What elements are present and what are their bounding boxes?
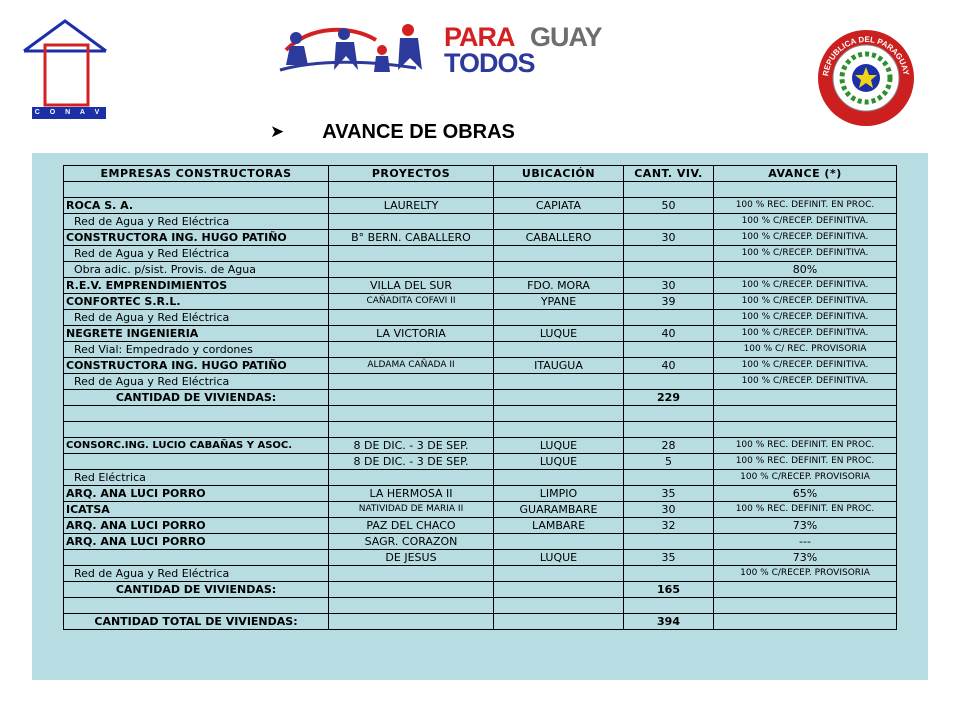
- cant-viv-cell: [624, 310, 714, 326]
- ubicacion-cell: LIMPIO: [494, 486, 624, 502]
- proyecto-cell: [329, 470, 494, 486]
- avance-cell: 100 % REC. DEFINIT. EN PROC.: [714, 454, 897, 470]
- ubicacion-cell: LAMBARE: [494, 518, 624, 534]
- ubicacion-cell: CABALLERO: [494, 230, 624, 246]
- table-row: [64, 486, 897, 502]
- cell: [494, 406, 624, 422]
- paraguay-todos-logo: [276, 20, 636, 84]
- cant-viv-cell: [624, 534, 714, 550]
- avance-cell: 100 % C/RECEP. DEFINITIVA.: [714, 278, 897, 294]
- cell: [64, 422, 329, 438]
- ubicacion-cell: [494, 534, 624, 550]
- empresa-cell: Red de Agua y Red Eléctrica: [64, 214, 329, 230]
- cell: [494, 182, 624, 198]
- cell: [64, 598, 329, 614]
- proyecto-cell: LAURELTY: [329, 198, 494, 214]
- cant-viv-cell: 28: [624, 438, 714, 454]
- avance-cell: 73%: [714, 550, 897, 566]
- avance-cell: 100 % C/RECEP. DEFINITIVA.: [714, 374, 897, 390]
- obras-table: [63, 165, 897, 630]
- ubicacion-cell: CAPIATA: [494, 198, 624, 214]
- cell: [714, 614, 897, 630]
- cant-viv-cell: [624, 262, 714, 278]
- cell: [329, 582, 494, 598]
- section-heading: [270, 118, 515, 146]
- cant-viv-cell: 32: [624, 518, 714, 534]
- national-seal: [816, 28, 916, 128]
- total-value: 394: [624, 614, 714, 630]
- proyecto-cell: [329, 262, 494, 278]
- total-label: CANTIDAD TOTAL DE VIVIENDAS:: [64, 614, 329, 630]
- empresa-cell: [64, 550, 329, 566]
- header-row: [64, 166, 897, 182]
- avance-cell: 100 % REC. DEFINIT. EN PROC.: [714, 438, 897, 454]
- empresa-cell: ARQ. ANA LUCI PORRO: [64, 534, 329, 550]
- cell: [329, 182, 494, 198]
- conavi-label: C O N A V I: [32, 107, 106, 119]
- cell: [714, 582, 897, 598]
- cell: [494, 582, 624, 598]
- cell: [714, 598, 897, 614]
- proyecto-cell: 8 DE DIC. - 3 DE SEP.: [329, 454, 494, 470]
- empresa-cell: ROCA S. A.: [64, 198, 329, 214]
- table-row: [64, 598, 897, 614]
- ubicacion-cell: GUARAMBARE: [494, 502, 624, 518]
- empresa-cell: Red Vial: Empedrado y cordones: [64, 342, 329, 358]
- cell: [714, 422, 897, 438]
- table-row: [64, 566, 897, 582]
- arrow-bullet-icon: ➤: [270, 122, 285, 141]
- proyecto-cell: [329, 566, 494, 582]
- empresa-cell: Red de Agua y Red Eléctrica: [64, 246, 329, 262]
- ubicacion-cell: [494, 470, 624, 486]
- cell: [329, 422, 494, 438]
- ubicacion-cell: [494, 342, 624, 358]
- ubicacion-cell: LUQUE: [494, 550, 624, 566]
- empresa-cell: Red Eléctrica: [64, 470, 329, 486]
- header-cant-viv: CANT. VIV.: [624, 166, 714, 182]
- table-row: [64, 214, 897, 230]
- table-row: [64, 550, 897, 566]
- subtotal-value: 229: [624, 390, 714, 406]
- cell: [494, 422, 624, 438]
- empresa-cell: R.E.V. EMPRENDIMIENTOS: [64, 278, 329, 294]
- empresa-cell: CONSTRUCTORA ING. HUGO PATIÑO: [64, 358, 329, 374]
- table-row: [64, 182, 897, 198]
- avance-cell: 100 % C/RECEP. PROVISORIA: [714, 566, 897, 582]
- proyecto-cell: VILLA DEL SUR: [329, 278, 494, 294]
- table-row: [64, 198, 897, 214]
- avance-cell: 100 % C/RECEP. DEFINITIVA.: [714, 310, 897, 326]
- empresa-cell: Obra adic. p/sist. Provis. de Agua: [64, 262, 329, 278]
- seal-star-icon: [816, 28, 916, 128]
- ubicacion-cell: LUQUE: [494, 326, 624, 342]
- empresa-cell: [64, 454, 329, 470]
- cant-viv-cell: [624, 470, 714, 486]
- cell: [624, 182, 714, 198]
- cell: [494, 598, 624, 614]
- cant-viv-cell: [624, 214, 714, 230]
- proyecto-cell: 8 DE DIC. - 3 DE SEP.: [329, 438, 494, 454]
- cell: [624, 598, 714, 614]
- proyecto-cell: DE JESUS: [329, 550, 494, 566]
- cant-viv-cell: 30: [624, 230, 714, 246]
- cell: [329, 390, 494, 406]
- avance-cell: 100 % REC. DEFINIT. EN PROC.: [714, 502, 897, 518]
- proyecto-cell: LA HERMOSA II: [329, 486, 494, 502]
- cant-viv-cell: 30: [624, 278, 714, 294]
- seal-text: REPUBLICA DEL PARAGUAY: [821, 34, 911, 77]
- proyecto-cell: ALDAMA CAÑADA II: [329, 358, 494, 374]
- header-proyectos: PROYECTOS: [329, 166, 494, 182]
- proyecto-cell: NATIVIDAD DE MARIA II: [329, 502, 494, 518]
- empresa-cell: ICATSA: [64, 502, 329, 518]
- avance-cell: 80%: [714, 262, 897, 278]
- empresa-cell: Red de Agua y Red Eléctrica: [64, 374, 329, 390]
- cant-viv-cell: 50: [624, 198, 714, 214]
- avance-cell: 100 % C/RECEP. DEFINITIVA.: [714, 294, 897, 310]
- subtotal-row: [64, 390, 897, 406]
- cant-viv-cell: [624, 342, 714, 358]
- conavi-logo: [22, 18, 108, 128]
- ubicacion-cell: [494, 566, 624, 582]
- ubicacion-cell: LUQUE: [494, 438, 624, 454]
- table-row: [64, 310, 897, 326]
- ubicacion-cell: YPANE: [494, 294, 624, 310]
- logo-todos-text: TODOS: [444, 48, 535, 78]
- table-row: [64, 454, 897, 470]
- empresa-cell: CONFORTEC S.R.L.: [64, 294, 329, 310]
- page-title: AVANCE DE OBRAS: [322, 120, 515, 143]
- cell: [624, 422, 714, 438]
- proyecto-cell: SAGR. CORAZON: [329, 534, 494, 550]
- avance-cell: 65%: [714, 486, 897, 502]
- empresa-cell: CONSORC.ING. LUCIO CABAÑAS Y ASOC.: [64, 438, 329, 454]
- header-empresas: EMPRESAS CONSTRUCTORAS: [64, 166, 329, 182]
- empresa-cell: NEGRETE INGENIERIA: [64, 326, 329, 342]
- cell: [64, 406, 329, 422]
- cell: [329, 614, 494, 630]
- family-figures-icon: [276, 20, 446, 84]
- cell: [329, 406, 494, 422]
- table-row: [64, 534, 897, 550]
- cant-viv-cell: 40: [624, 358, 714, 374]
- table-row: [64, 422, 897, 438]
- avance-cell: 100 % C/RECEP. PROVISORIA: [714, 470, 897, 486]
- ubicacion-cell: ITAUGUA: [494, 358, 624, 374]
- ubicacion-cell: FDO. MORA: [494, 278, 624, 294]
- proyecto-cell: PAZ DEL CHACO: [329, 518, 494, 534]
- table-row: [64, 278, 897, 294]
- logo-guay-text: GUAY: [530, 22, 602, 52]
- ubicacion-cell: [494, 262, 624, 278]
- table-row: [64, 374, 897, 390]
- table-row: [64, 262, 897, 278]
- cant-viv-cell: 35: [624, 550, 714, 566]
- table-row: [64, 230, 897, 246]
- table-row: [64, 326, 897, 342]
- avance-cell: 100 % C/RECEP. DEFINITIVA.: [714, 214, 897, 230]
- cant-viv-cell: 30: [624, 502, 714, 518]
- avance-cell: 100 % C/RECEP. DEFINITIVA.: [714, 230, 897, 246]
- empresa-cell: ARQ. ANA LUCI PORRO: [64, 518, 329, 534]
- empresa-cell: CONSTRUCTORA ING. HUGO PATIÑO: [64, 230, 329, 246]
- table-row: [64, 438, 897, 454]
- cant-viv-cell: [624, 374, 714, 390]
- proyecto-cell: LA VICTORIA: [329, 326, 494, 342]
- table-row: [64, 294, 897, 310]
- subtotal-label: CANTIDAD DE VIVIENDAS:: [64, 390, 329, 406]
- ubicacion-cell: [494, 214, 624, 230]
- ubicacion-cell: [494, 246, 624, 262]
- empresa-cell: ARQ. ANA LUCI PORRO: [64, 486, 329, 502]
- proyecto-cell: [329, 374, 494, 390]
- cell: [329, 598, 494, 614]
- cant-viv-cell: [624, 246, 714, 262]
- cant-viv-cell: 35: [624, 486, 714, 502]
- table-row: [64, 342, 897, 358]
- ubicacion-cell: LUQUE: [494, 454, 624, 470]
- total-row: [64, 614, 897, 630]
- proyecto-cell: [329, 246, 494, 262]
- empresa-cell: Red de Agua y Red Eléctrica: [64, 310, 329, 326]
- table-row: [64, 502, 897, 518]
- avance-cell: 73%: [714, 518, 897, 534]
- header-ubicacion: UBICACIÓN: [494, 166, 624, 182]
- avance-cell: 100 % C/RECEP. DEFINITIVA.: [714, 246, 897, 262]
- proyecto-cell: B° BERN. CABALLERO: [329, 230, 494, 246]
- proyecto-cell: [329, 310, 494, 326]
- cell: [64, 182, 329, 198]
- table-row: [64, 406, 897, 422]
- cell: [494, 614, 624, 630]
- proyecto-cell: [329, 214, 494, 230]
- cant-viv-cell: 5: [624, 454, 714, 470]
- subtotal-row: [64, 582, 897, 598]
- cell: [714, 406, 897, 422]
- avance-cell: ---: [714, 534, 897, 550]
- cant-viv-cell: [624, 566, 714, 582]
- table-row: [64, 246, 897, 262]
- cant-viv-cell: 39: [624, 294, 714, 310]
- table-row: [64, 518, 897, 534]
- cell: [494, 390, 624, 406]
- subtotal-value: 165: [624, 582, 714, 598]
- subtotal-label: CANTIDAD DE VIVIENDAS:: [64, 582, 329, 598]
- proyecto-cell: [329, 342, 494, 358]
- cell: [714, 390, 897, 406]
- proyecto-cell: CAÑADITA COFAVI II: [329, 294, 494, 310]
- table-row: [64, 470, 897, 486]
- avance-cell: 100 % C/RECEP. DEFINITIVA.: [714, 326, 897, 342]
- cant-viv-cell: 40: [624, 326, 714, 342]
- logo-para-text: PARA: [444, 22, 515, 52]
- avance-cell: 100 % REC. DEFINIT. EN PROC.: [714, 198, 897, 214]
- avance-cell: 100 % C/ REC. PROVISORIA: [714, 342, 897, 358]
- table-row: [64, 358, 897, 374]
- ubicacion-cell: [494, 374, 624, 390]
- ubicacion-cell: [494, 310, 624, 326]
- header-avance: AVANCE (*): [714, 166, 897, 182]
- avance-cell: 100 % C/RECEP. DEFINITIVA.: [714, 358, 897, 374]
- cell: [714, 182, 897, 198]
- empresa-cell: Red de Agua y Red Eléctrica: [64, 566, 329, 582]
- cell: [624, 406, 714, 422]
